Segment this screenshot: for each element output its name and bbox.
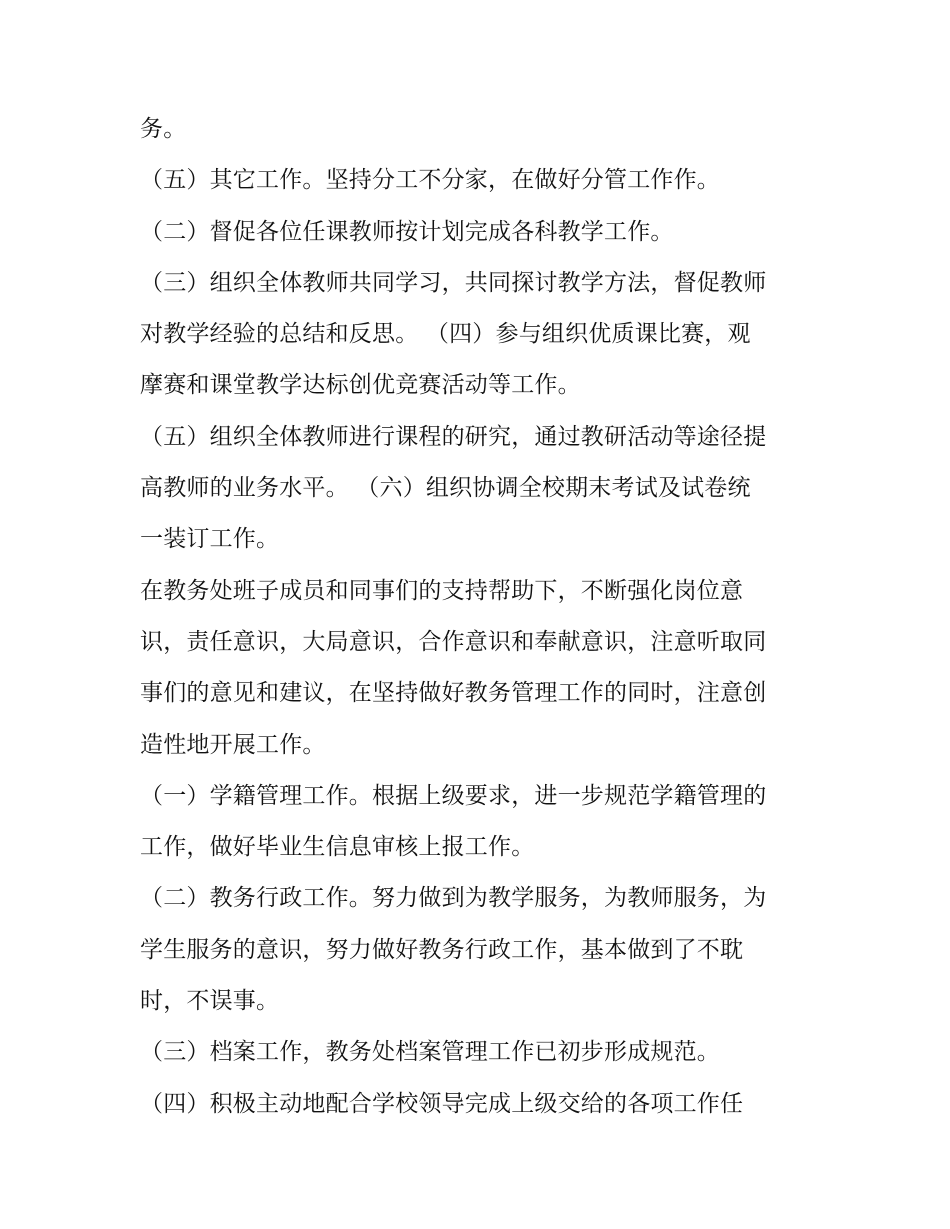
text-line-14: （一）学籍管理工作。根据上级要求，进一步规范学籍管理的 xyxy=(140,782,767,809)
text-line-4: （三）组织全体教师共同学习，共同探讨教学方法，督促教师 xyxy=(140,269,767,296)
text-line-1: 务。 xyxy=(140,116,187,142)
text-line-13: 造性地开展工作。 xyxy=(140,731,326,758)
text-line-12: 事们的意见和建议，在坚持做好教务管理工作的同时，注意创 xyxy=(140,680,767,707)
text-line-17: 学生服务的意识，努力做好教务行政工作，基本做到了不耽 xyxy=(140,936,744,963)
text-line-18: 时，不误事。 xyxy=(140,988,280,1015)
text-line-5: 对教学经验的总结和反思。 （四）参与组织优质课比赛，观 xyxy=(140,321,751,348)
text-line-7: （五）组织全体教师进行课程的研究，通过教研活动等途径提 xyxy=(140,423,767,450)
text-line-2: （五）其它工作。坚持分工不分家，在做好分管工作作。 xyxy=(140,167,720,194)
text-line-16: （二）教务行政工作。努力做到为教学服务，为教师服务，为 xyxy=(140,885,767,912)
document-body xyxy=(140,104,820,1130)
text-line-11: 识，责任意识，大局意识，合作意识和奉献意识，注意听取同 xyxy=(140,628,767,655)
text-line-3: （二）督促各位任课教师按计划完成各科教学工作。 xyxy=(140,218,674,245)
text-line-6: 摩赛和课堂教学达标创优竞赛活动等工作。 xyxy=(140,372,581,399)
text-line-20: （四）积极主动地配合学校领导完成上级交给的各项工作任 xyxy=(140,1090,744,1117)
text-line-15: 工作，做好毕业生信息审核上报工作。 xyxy=(140,834,535,861)
text-line-8: 高教师的业务水平。 （六）组织协调全校期末考试及试卷统 xyxy=(140,475,751,502)
text-line-9: 一装订工作。 xyxy=(140,526,280,553)
text-line-10: 在教务处班子成员和同事们的支持帮助下，不断强化岗位意 xyxy=(140,577,744,604)
text-line-19: （三）档案工作，教务处档案管理工作已初步形成规范。 xyxy=(140,1039,720,1066)
